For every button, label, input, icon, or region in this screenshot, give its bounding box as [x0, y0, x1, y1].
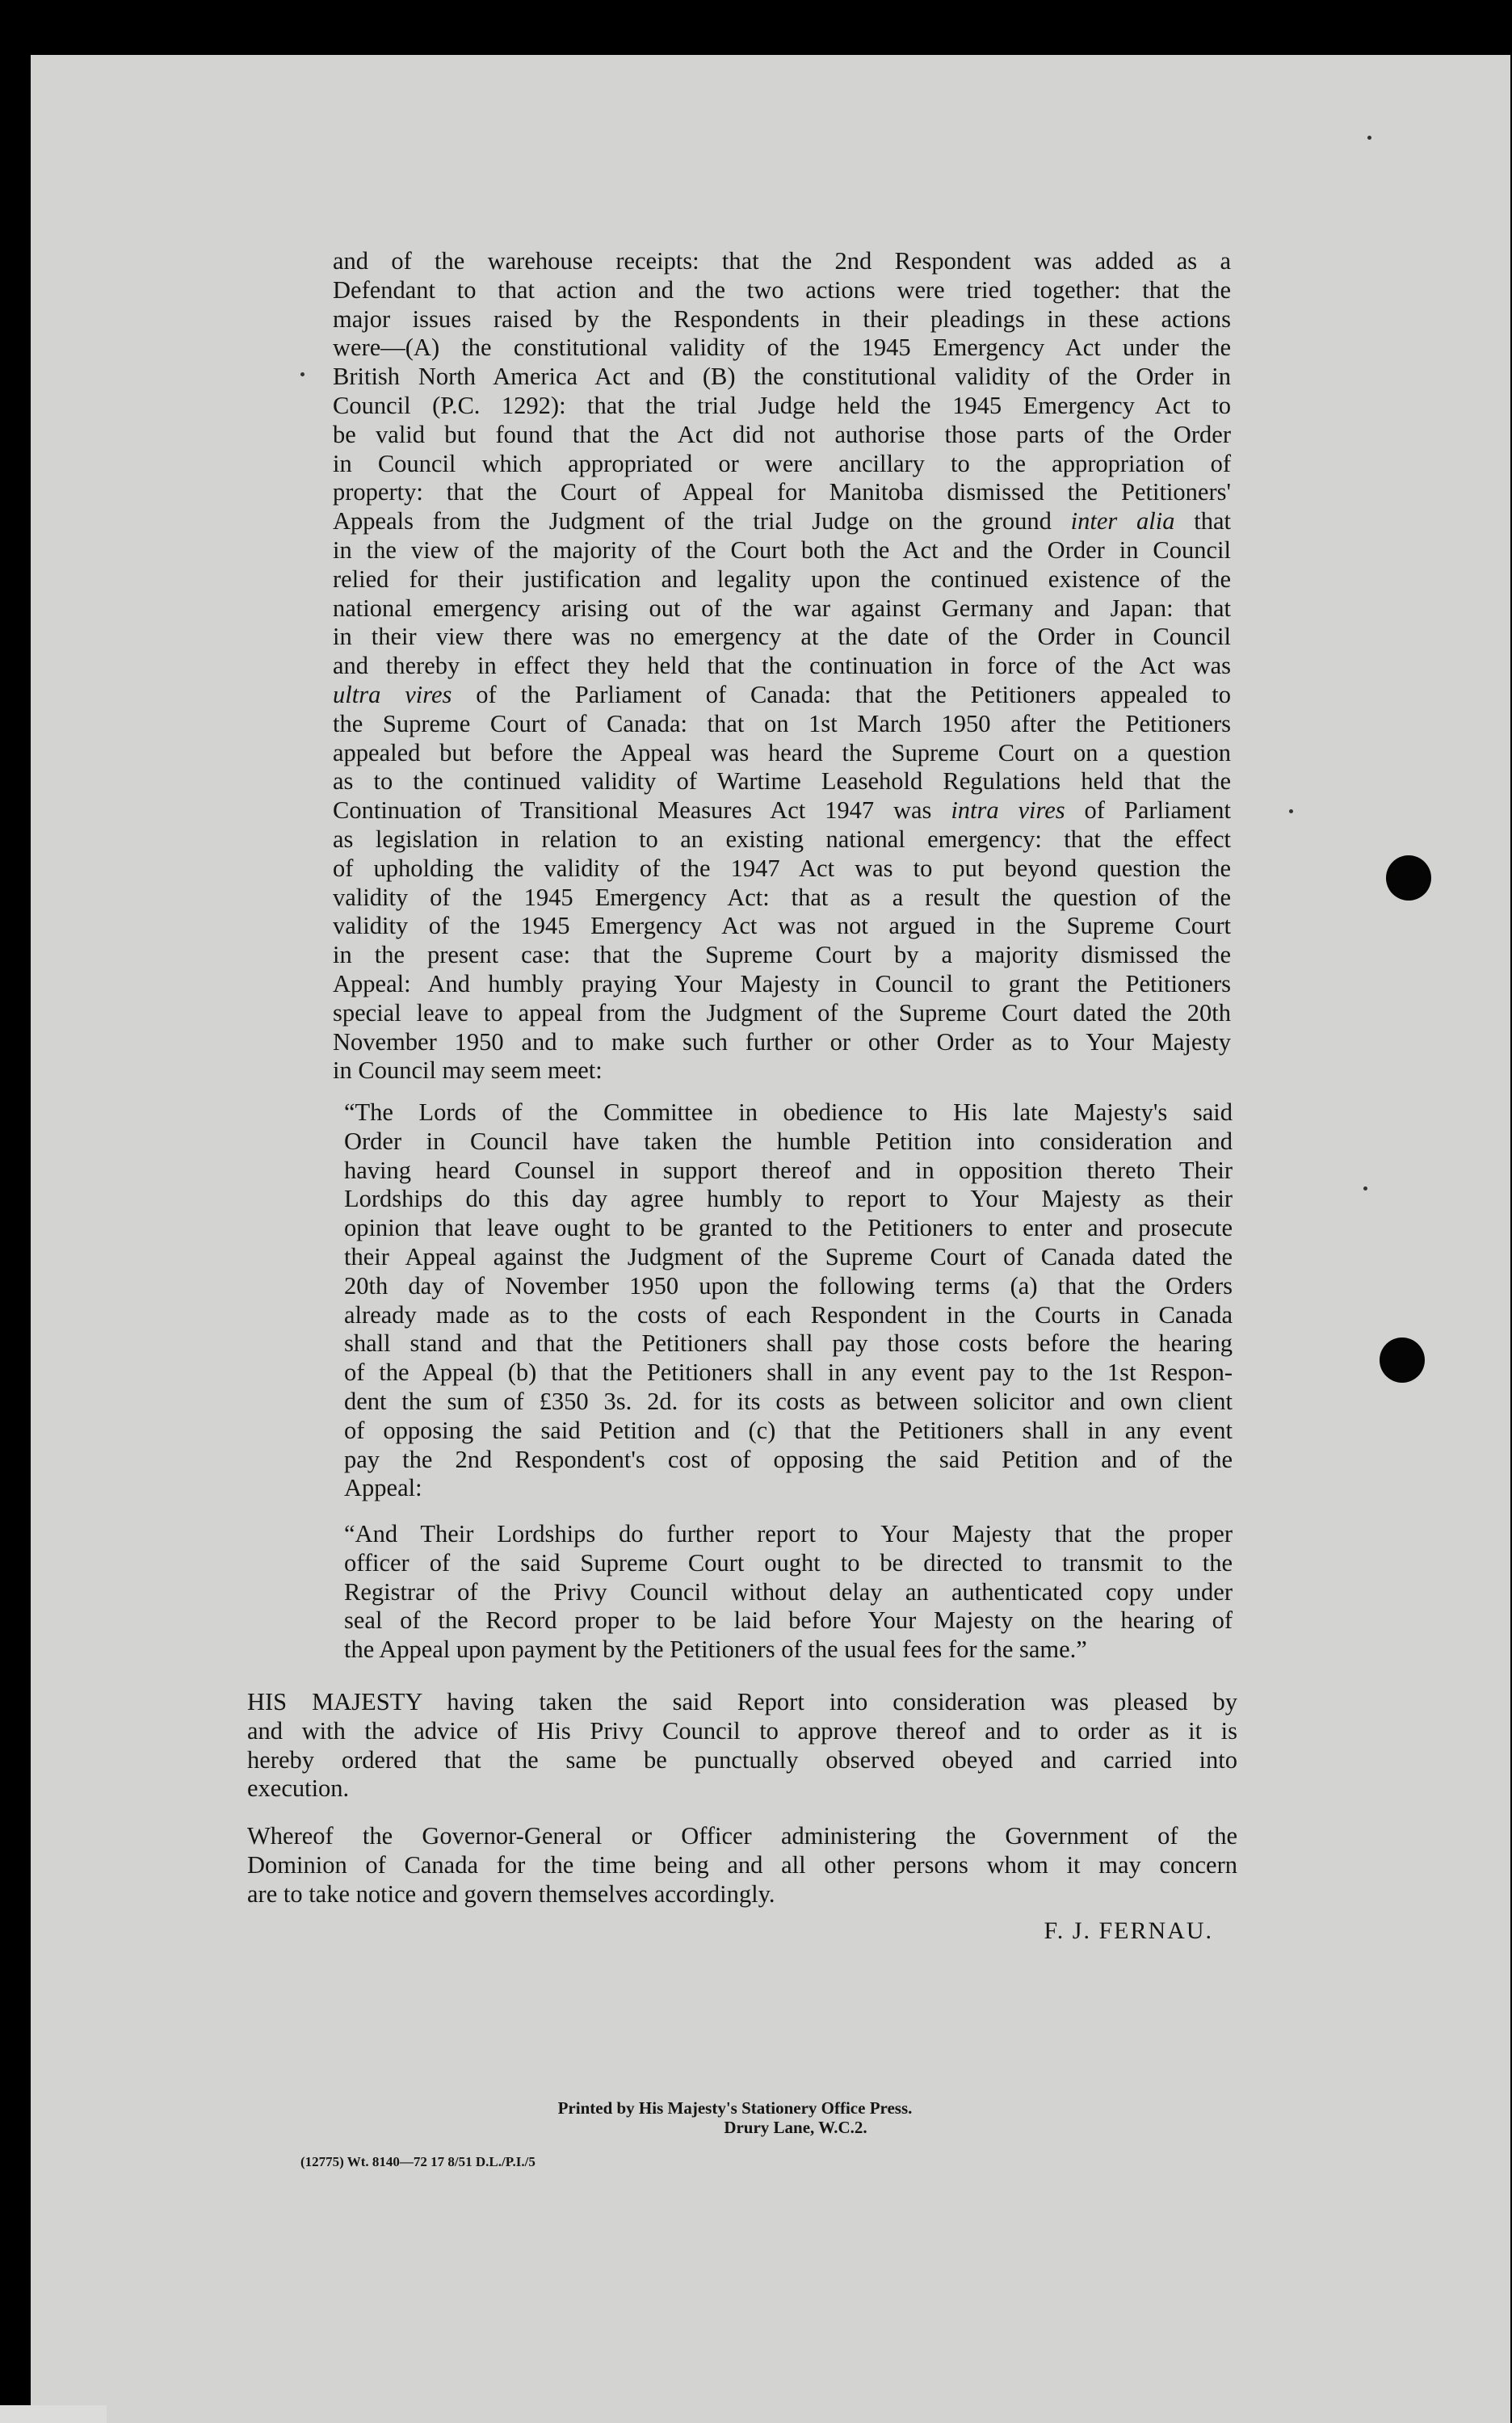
text-line: and of the warehouse receipts: that the 2nd Respondent was added as a [333, 247, 1231, 275]
text-line: British North America Act and (B) the constitutional validity of the Order in [333, 363, 1231, 391]
text-line: 20th day of November 1950 upon the following terms (a) that the Orders [344, 1271, 1233, 1300]
text-line: of the Appeal (b) that the Petitioners shall in any event pay to the 1st Respon- [344, 1358, 1233, 1387]
printer-imprint [452, 2098, 1018, 2137]
text-line: pay the 2nd Respondent's cost of opposing the said Petition and of the [344, 1445, 1233, 1473]
speck [1289, 809, 1293, 813]
text-line: having heard Counsel in support thereof and in opposition thereto Their [344, 1156, 1233, 1184]
text-line: officer of the said Supreme Court ought to be directed to transmit to the [344, 1548, 1233, 1577]
text-line: execution. [247, 1774, 350, 1803]
text-line: in Council may seem meet: [333, 1056, 603, 1085]
scan-edge [0, 2405, 107, 2423]
speck [300, 372, 304, 376]
majesty-paragraph [247, 1688, 1237, 1804]
text-line: their Appeal against the Judgment of the Supreme Court of Canada dated the [344, 1242, 1233, 1270]
text-line: opinion that leave ought to be granted to the Petitioners to enter and prosecute [344, 1214, 1233, 1242]
text-line: Registrar of the Privy Council without delay an authenticated copy under [344, 1577, 1233, 1606]
print-reference-code: (12775) Wt. 8140—72 17 8/51 D.L./P.I./5 [300, 2154, 536, 2169]
text-line: in Council which appropriated or were ancillary to the appropriation of [333, 449, 1231, 477]
text-line: appealed but before the Appeal was heard the Supreme Court on a question [333, 738, 1231, 766]
text-line: Appeal: And humbly praying Your Majesty in Council to grant the Petitioners [333, 969, 1231, 997]
text-line: Lordships do this day agree humbly to report to Your Majesty as their [344, 1185, 1233, 1213]
text-line: Whereof the Governor-General or Officer administering the Government of the [247, 1822, 1237, 1850]
report-quote-record [344, 1520, 1233, 1665]
text-line: of opposing the said Petition and (c) that the Petitioners shall in any event [344, 1416, 1233, 1444]
text-line: of upholding the validity of the 1947 Act was to put beyond question the [333, 854, 1231, 882]
text-line: in the view of the majority of the Court both the Act and the Order in Council [333, 535, 1231, 564]
signature: F. J. FERNAU. [1044, 1917, 1213, 1944]
whereof-paragraph [247, 1822, 1237, 1909]
text-line: the Supreme Court of Canada: that on 1st March 1950 after the Petitioners [333, 709, 1231, 737]
text-line: Defendant to that action and the two actions were tried together: that the [333, 275, 1231, 304]
text-line: validity of the 1945 Emergency Act was not argued in the Supreme Court [333, 912, 1231, 940]
report-quote-leave [344, 1098, 1233, 1503]
text-line: November 1950 and to make such further or other Order as to Your Majesty [333, 1027, 1231, 1056]
text-line: Council (P.C. 1292): that the trial Judge held the 1945 Emergency Act to [333, 391, 1231, 419]
text-line: and thereby in effect they held that the continuation in force of the Act was [333, 652, 1231, 680]
text-line: seal of the Record proper to be laid before Your Majesty on the hearing of [344, 1606, 1233, 1635]
speck [1363, 1186, 1367, 1191]
text-line: national emergency arising out of the war against Germany and Japan: that [333, 594, 1231, 622]
text-line: Appeals from the Judgment of the trial Judge on the ground inter alia that [333, 507, 1231, 535]
text-line: major issues raised by the Respondents in their pleadings in these actions [333, 304, 1231, 333]
text-line: as to the continued validity of Wartime Leasehold Regulations held that the [333, 767, 1231, 796]
text-line: “The Lords of the Committee in obedience to His late Majesty's said [344, 1098, 1233, 1126]
text-line: dent the sum of £350 3s. 2d. for its costs as between solicitor and own client [344, 1387, 1233, 1415]
text-line: the Appeal upon payment by the Petitioners of the usual fees for the same.” [344, 1636, 1087, 1664]
text-line: property: that the Court of Appeal for Manitoba dismissed the Petitioners' [333, 478, 1231, 506]
text-line: were—(A) the constitutional validity of the 1945 Emergency Act under the [333, 334, 1231, 362]
text-line: “And Their Lordships do further report to Your Majesty that the proper [344, 1520, 1233, 1547]
text-line: Order in Council have taken the humble Petition into consideration and [344, 1127, 1233, 1155]
text-line: shall stand and that the Petitioners shall pay those costs before the hearing [344, 1329, 1233, 1358]
body-paragraph [333, 247, 1231, 1086]
speck [1367, 136, 1371, 140]
text-line: Dominion of Canada for the time being and all other persons whom it may concern [247, 1850, 1237, 1879]
text-line: special leave to appeal from the Judgment of the Supreme Court dated the 20th [333, 998, 1231, 1027]
printer-line: Printed by His Majesty's Stationery Office Press. [557, 2098, 913, 2118]
text-line: be valid but found that the Act did not authorise those parts of the Order [333, 420, 1231, 448]
printer-address: Drury Lane, W.C.2. [724, 2118, 867, 2137]
text-line: relied for their justification and legality upon the continued existence of the [333, 565, 1231, 593]
text-line: Appeal: [344, 1474, 422, 1502]
text-line: hereby ordered that the same be punctually observed obeyed and carried into [247, 1745, 1237, 1774]
text-line: as legislation in relation to an existing national emergency: that the effect [333, 825, 1231, 853]
text-line: already made as to the costs of each Respondent in the Courts in Canada [344, 1300, 1233, 1329]
text-line: validity of the 1945 Emergency Act: that as a result the question of the [333, 883, 1231, 911]
text-line: in their view there was no emergency at the date of the Order in Council [333, 623, 1231, 651]
text-line: are to take notice and govern themselves accordingly. [247, 1879, 775, 1908]
text-line: HIS MAJESTY having taken the said Report into consideration was pleased by [247, 1688, 1237, 1715]
punch-hole-top [1386, 855, 1431, 901]
text-line: ultra vires of the Parliament of Canada: that the Petitioners appealed to [333, 680, 1231, 708]
text-line: and with the advice of His Privy Council to approve thereof and to order as it is [247, 1716, 1237, 1745]
punch-hole-bottom [1380, 1337, 1425, 1383]
text-line: Continuation of Transitional Measures Act 1947 was intra vires of Parliament [333, 796, 1231, 825]
text-line: in the present case: that the Supreme Court by a majority dismissed the [333, 941, 1231, 969]
